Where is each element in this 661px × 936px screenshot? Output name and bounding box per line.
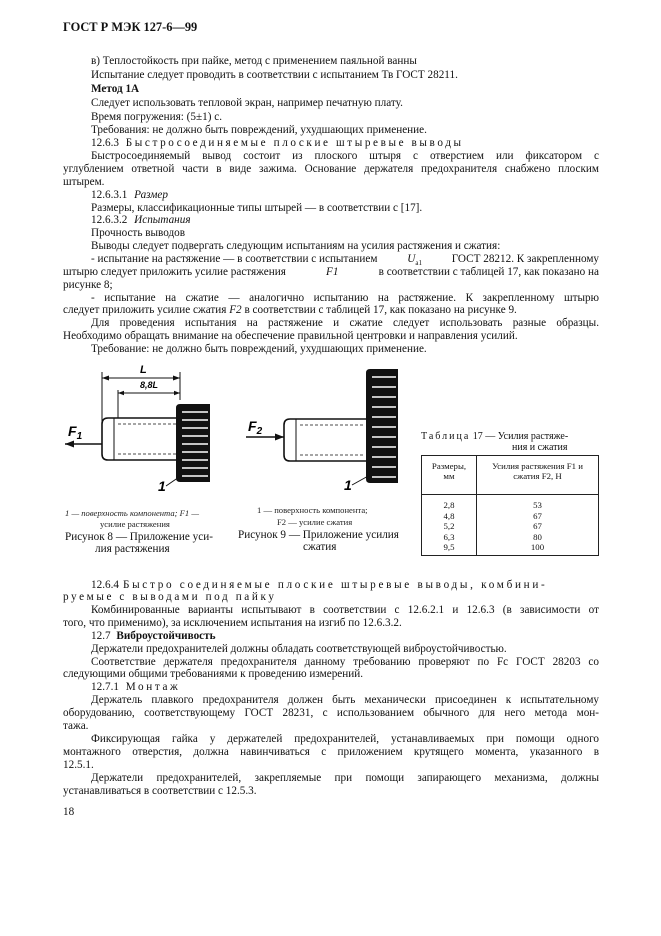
force-f1-label xyxy=(68,423,83,442)
paragraph-line: оборудованию, соответствующему ГОСТ 28231, с использованием обычного для него метода мон- xyxy=(63,707,599,719)
symbol-u: U xyxy=(407,253,416,265)
paragraph-line: Время погружения: (5±1) с. xyxy=(91,111,223,123)
figure-9-caption: Рисунок 9 — Приложение усилия xyxy=(238,529,399,541)
subsection-number: 12.6.3.1 xyxy=(91,189,128,201)
section-number: 12.7 xyxy=(91,630,111,642)
figure-8-caption: Рисунок 8 — Приложение уси- xyxy=(65,531,213,543)
marker-1-label: 1 xyxy=(158,478,166,494)
figure-9-caption: сжатия xyxy=(303,541,337,553)
method-heading: Метод 1А xyxy=(91,83,140,95)
subsection-heading xyxy=(91,189,168,201)
table-row xyxy=(422,495,599,556)
section-number: 12.6.3 xyxy=(91,137,119,149)
paragraph-line: штырем. xyxy=(63,176,105,188)
table-cell: 53 xyxy=(533,500,542,510)
paragraph-line: Испытание следует проводить в соответствии с испытанием Тв ГОСТ 28211. xyxy=(91,69,458,81)
table-title-prefix: Таблица xyxy=(421,431,471,442)
paragraph-line: Выводы следует подвергать следующим испытаниям на усилия растяжения и сжатия: xyxy=(91,240,501,252)
figure-9-legend: F2 — усилие сжатия xyxy=(277,517,353,527)
text-fragment: штырю следует приложить усилие растяжения xyxy=(63,266,286,278)
paragraph-line: 12.5.1. xyxy=(63,759,94,771)
paragraph-line: Фиксирующая гайка у держателей предохранителей, устанавливаемых при помощи одного xyxy=(91,733,599,745)
paragraph-line: углублением ответной части в виде зажима. Основание держателя предохранителя снабжено плоским xyxy=(63,163,599,175)
text-fragment: - испытание на растяжение — в соответствии с испытанием xyxy=(91,253,378,265)
paragraph-line: Комбинированные варианты испытывают в соответствии с 12.6.2.1 и 12.6.3 (в зависимости от xyxy=(91,604,599,616)
paragraph-line: Держатели предохранителей, закрепляемые при помощи запирающего механизма, должны xyxy=(91,772,599,784)
table-cell: 67 xyxy=(533,510,542,521)
section-heading xyxy=(91,579,599,591)
paragraph-line: устанавливаться в соответствии с 12.5.3. xyxy=(63,785,257,797)
paragraph-line: Требования: не должно быть повреждений, ухудшающих применение. xyxy=(91,124,427,136)
section-heading xyxy=(91,630,216,642)
text-fragment: в соответствии с таблицей 17, как показано на рисунке 9. xyxy=(244,304,517,316)
table-cell: 80 xyxy=(533,531,542,542)
paragraph-line: рисунке 8; xyxy=(63,279,113,291)
text-fragment: ГОСТ 28212. К закрепленному xyxy=(451,253,599,265)
paragraph-line: Соответствие держателя предохранителя данному требованию проверяют по Fc ГОСТ 28203 со xyxy=(91,656,599,668)
figure-9-legend: 1 — поверхность компонента; xyxy=(257,505,368,515)
header-text: сжатия F2, Н xyxy=(513,471,562,482)
page-number: 18 xyxy=(63,806,75,818)
paragraph-line: Необходимо обращать внимание на обеспечение правильной центровки и направления усилий. xyxy=(63,330,518,342)
header-text: Размеры, xyxy=(431,461,467,471)
symbol-f1: F1 xyxy=(326,266,339,278)
table-header-cell xyxy=(422,456,477,495)
table-title-text: 17 — Усилия растяже- xyxy=(472,431,569,442)
table-cell: 2,8 xyxy=(443,500,455,510)
paragraph-line xyxy=(63,266,599,278)
section-title: Быстросоединяемые плоские штыревые выводы xyxy=(125,137,464,149)
table-cell: 6,3 xyxy=(443,531,455,542)
figure-8-caption: лия растяжения xyxy=(95,543,170,555)
section-title: Монтаж xyxy=(125,681,181,693)
paragraph-line: - испытание на сжатие — аналогично испытанию на растяжение. К закрепленному штырю xyxy=(91,292,599,304)
figure-8-drawing xyxy=(60,360,230,502)
table-cell: 4,8 xyxy=(443,510,455,521)
force-subscript: 2 xyxy=(256,426,263,437)
section-heading: руемые с выводами под пайку xyxy=(63,591,277,603)
table-cell: 100 xyxy=(530,542,545,552)
section-heading xyxy=(91,137,464,149)
header-text: мм xyxy=(443,471,455,482)
subsection-number: 12.6.3.2 xyxy=(91,214,128,226)
paragraph-line: в) Теплостойкость при пайке, метод с применением паяльной ванны xyxy=(91,55,417,67)
force-f2-label xyxy=(248,418,263,437)
marker-1-label: 1 xyxy=(344,477,352,493)
paragraph-line: монтажного отверстия, должна навинчиваться с приложением крутящего момента, указанного в xyxy=(63,746,599,758)
dimension-l-label: L xyxy=(140,364,147,376)
header-text: Усилия растяжения F1 и xyxy=(492,461,583,471)
table-cell: 67 xyxy=(533,521,542,531)
table-cell: 9,5 xyxy=(443,542,455,552)
paragraph-line xyxy=(63,304,517,316)
paragraph-line: Держатели предохранителей должны обладать соответствующей виброустойчивостью. xyxy=(91,643,507,655)
section-title: Быстро соединяемые плоские штыревые выводы, комбини- xyxy=(122,579,548,591)
table-17 xyxy=(421,455,599,556)
text-fragment: следует приложить усилие сжатия xyxy=(63,304,227,316)
section-heading xyxy=(91,681,180,693)
paragraph-line: Прочность выводов xyxy=(91,227,186,239)
figure-8-legend: 1 — поверхность компонента; F1 — xyxy=(65,508,199,518)
subsection-title: Испытания xyxy=(134,214,191,226)
paragraph-line: Быстросоединяемый вывод состоит из плоского штыря с отверстием или фиксатором с xyxy=(91,150,599,162)
symbol-subscript: a1 xyxy=(415,259,422,268)
text-fragment: в соответствии с таблицей 17, как показано на xyxy=(378,266,599,278)
paragraph-line: Держатель плавкого предохранителя должен быть механически присоединен к испытательному xyxy=(91,694,599,706)
table-size-column xyxy=(422,495,477,556)
section-title: Виброустойчивость xyxy=(116,630,216,642)
table-cell: 5,2 xyxy=(443,521,455,531)
paragraph-line: того, что применимо), за исключением испытания на изгиб по 12.6.3.2. xyxy=(63,617,402,629)
table-17-title: ния и сжатия xyxy=(512,442,568,453)
subsection-heading xyxy=(91,214,191,226)
paragraph-line: следующими общими требованиями к проведению измерений. xyxy=(63,668,364,680)
paragraph-line: Следует использовать тепловой экран, например печатную плату. xyxy=(91,97,403,109)
force-subscript: 1 xyxy=(76,431,83,442)
table-header-row xyxy=(422,456,599,495)
paragraph-line: Для проведения испытания на растяжение и сжатие следует использовать разные образцы. xyxy=(91,317,599,329)
symbol-f2: F2 xyxy=(229,304,242,316)
paragraph-line: Размеры, классификационные типы штырей — в соответствии с [17]. xyxy=(91,202,423,214)
paragraph-line: тажа. xyxy=(63,720,89,732)
dimension-small-label: 8,8L xyxy=(140,380,159,390)
table-header-cell xyxy=(477,456,599,495)
page-header: ГОСТ Р МЭК 127-6—99 xyxy=(63,20,198,34)
table-force-column xyxy=(477,495,599,556)
force-letter: F xyxy=(68,423,77,439)
force-letter: F xyxy=(248,418,257,434)
figure-8-legend: усилие растяжения xyxy=(100,519,170,529)
paragraph-line: Требование: не должно быть повреждений, ухудшающих применение. xyxy=(91,343,427,355)
section-number: 12.7.1 xyxy=(91,681,119,693)
subsection-title: Размер xyxy=(134,189,168,201)
figure-9-drawing xyxy=(240,365,410,500)
section-number: 12.6.4 xyxy=(91,579,119,591)
